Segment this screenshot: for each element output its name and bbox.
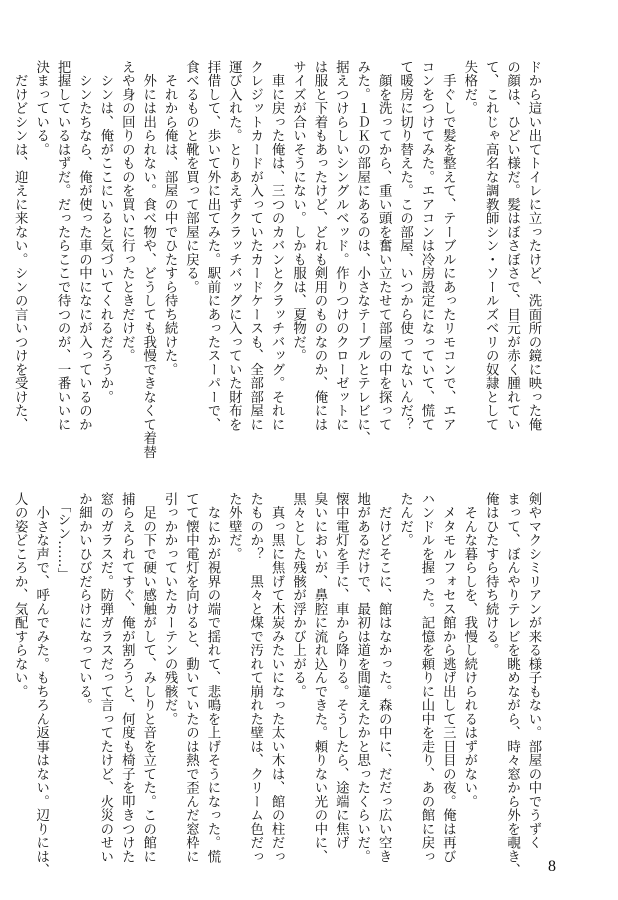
text-line: 臭いにおいが、鼻腔に流れ込んできた。頼りない光の中に、 <box>311 492 327 864</box>
text-line: コンをつけてみた。エアコンは冷房設定になっていて、慌て <box>418 60 434 432</box>
text-line: 「シン……」 <box>55 492 71 582</box>
text-line: みた。１ＤＫの部屋にあるのは、小さなテーブルとテレビに、 <box>354 60 370 445</box>
text-line: の顔は、ひどい様だ。髪はぼさぼさで、目元が赤く腫れてい <box>504 60 520 432</box>
text-line: ハンドルを握った。記憶を頼りに山中を走り、あの館に戻っ <box>418 492 434 864</box>
text-line: たものか？ 黒々と煤で汚れて崩れた壁は、クリーム色だっ <box>247 492 263 864</box>
text-line: 黒々とした残骸が浮かび上がる。 <box>290 492 306 699</box>
text-line: 剣やマクシミリアンが来る様子もない。部屋の中でうずく <box>526 492 541 850</box>
text-line: シンは、俺がここにいると気づいてくれるだろうか。 <box>97 60 113 404</box>
text-line: 失格だ。 <box>461 60 477 115</box>
text-line: て、これじゃ高名な調教師シン・ソールズベリの奴隷として <box>483 60 499 432</box>
text-line: だけどそこに、館はなかった。森の中に、だだっ広い空き <box>376 492 392 864</box>
text-line: 手ぐしで髪を整えて、テーブルにあったリモコンで、エア <box>440 60 456 432</box>
text-line: て暖房に切り替えた。この部屋、いつから使ってないんだ？ <box>397 60 413 432</box>
text-line: 足の下で硬い感触がして、みしりと音を立てた。この館に <box>140 492 156 864</box>
text-line: それから俺は、部屋の中でひたすら待ち続けた。 <box>162 60 178 377</box>
text-line: た外壁だ。 <box>226 492 242 561</box>
lower-text-block <box>9 492 544 882</box>
upper-text-block <box>9 60 544 460</box>
text-line: 車に戻った俺は、三つのカバンとクラッチバッグ。それに <box>269 60 285 432</box>
text-line: たんだ。 <box>397 492 413 547</box>
text-line: 運び入れた。とりあえずクラッチバッグに入っていた財布を <box>226 60 242 432</box>
text-line: か細かいひびだらけになっている。 <box>76 492 92 712</box>
text-line: 真っ黒に焦げて木炭みたいになった太い木は、館の柱だっ <box>269 492 285 864</box>
text-line: 俺はひたすら待ち続ける。 <box>483 492 499 657</box>
page-number: 8 <box>548 858 556 875</box>
text-line: メタモルフォセス館から逃げ出して三日目の夜。俺は再び <box>440 492 456 864</box>
text-line: 顔を洗ってから、重い頭を奮い立たせて部屋の中を探って <box>376 60 392 432</box>
text-line: 食べるものと靴を買って部屋に戻る。 <box>183 60 199 294</box>
text-line: 懐中電灯を手に、車から降りる。そうしたら、途端に焦げ <box>333 492 349 850</box>
text-line: 把握しているはずだ。だったらここで待つのが、一番いいに <box>55 60 71 432</box>
text-line: 地があるだけで、最初は道を間違えたかと思ったくらいだ。 <box>354 492 370 864</box>
text-line: 決まっている。 <box>33 60 49 157</box>
text-line: 引っかかっていたカーテンの残骸だ。 <box>162 492 178 726</box>
text-line: てて懐中電灯を向けると、動いていたのは熱で歪んだ窓枠に <box>183 492 199 864</box>
text-line: そんな暮らしを、我慢し続けられるはずがない。 <box>461 492 477 809</box>
text-line: えや身の回りのものを買いに行ったときだけだ。 <box>119 60 135 363</box>
text-line: は服と下着もあったけど、どれも剣用のものなのか、俺には <box>311 60 327 432</box>
text-line: 人の姿どころか、気配すらない。 <box>12 492 28 699</box>
text-line: クレジットカードが入っていたカードケースも、全部部屋に <box>247 60 263 432</box>
text-line: まって、ぼんやりテレビを眺めながら、時々窓から外を覗き、 <box>504 492 520 877</box>
text-line: サイズが合いそうにない。しかも服は、夏物だ。 <box>290 60 306 363</box>
text-line: 窓のガラスだ。防弾ガラスだって言ってたけど、火災のせい <box>97 492 113 864</box>
text-line: 外には出られない。食べ物や、どうしても我慢できなくて着替 <box>140 60 156 459</box>
text-line: 捕らえられてすぐ、俺が割ろうと、何度も椅子を叩きつけた <box>119 492 135 864</box>
text-line: 拝借して、歩いて外に出てみた。駅前にあったスーパーで、 <box>204 60 220 432</box>
text-line: シンたちなら、俺が使った車の中になにが入っているのか <box>76 60 92 432</box>
text-line: 据えつけらしいシングルベッド。作りつけのクローゼットに <box>333 60 349 432</box>
text-line: だけどシンは、迎えに来ない。シンの言いつけを受けた、 <box>12 60 28 432</box>
text-line: なにかが視界の端で揺れて、悲鳴を上げそうになった。慌 <box>204 492 220 864</box>
text-line: 小さな声で、呼んでみた。もちろん返事はない。辺りには、 <box>33 492 49 877</box>
text-line: ドから這い出てトイレに立ったけど、洗面所の鏡に映った俺 <box>526 60 541 432</box>
